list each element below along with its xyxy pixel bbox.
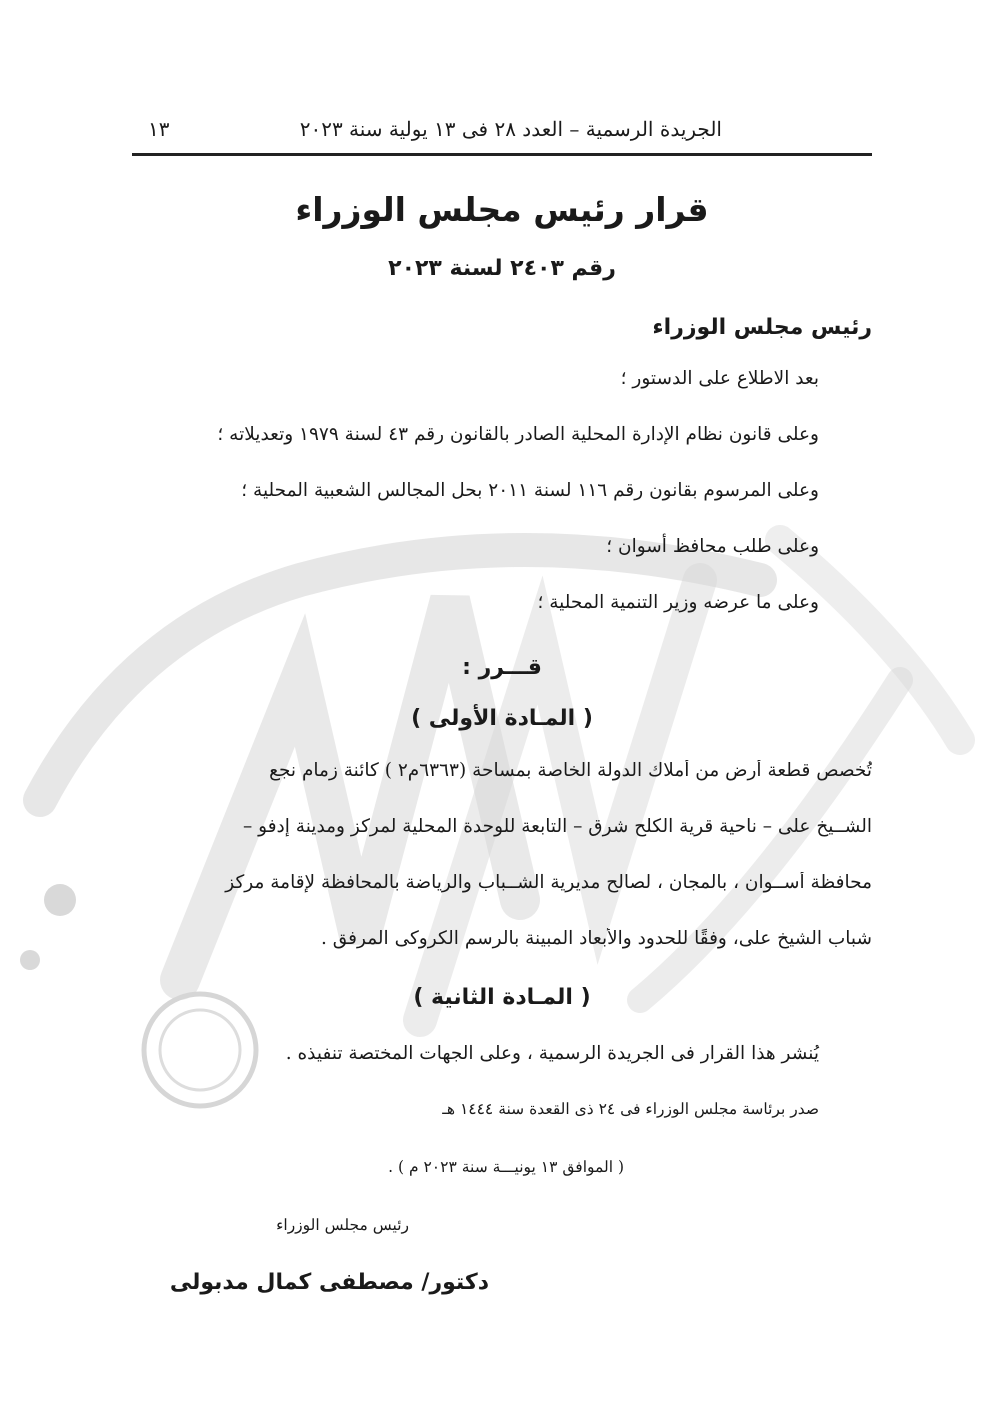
article-1-body bbox=[132, 760, 872, 984]
decree-issuer: رئيس مجلس الوزراء bbox=[652, 315, 872, 340]
article-1-heading: ( المـادة الأولى ) bbox=[411, 706, 593, 731]
signatory-title: رئيس مجلس الوزراء bbox=[276, 1216, 409, 1234]
article-2-heading: ( المـادة الثانية ) bbox=[413, 985, 591, 1010]
article-1-line: شباب الشيخ على، وفقًا للحدود والأبعاد المبينة بالرسم الكروكى المرفق . bbox=[320, 928, 872, 949]
article-1-line: محافظة أســوان ، بالمجان ، لصالح مديرية الشــباب والرياضة بالمحافظة لإقامة مركز bbox=[225, 872, 872, 893]
article-1-line: الشــيخ على – ناحية قرية الكلح شرق – التابعة للوحدة المحلية لمركز ومدينة إدفو – bbox=[243, 816, 872, 837]
page-header bbox=[132, 113, 872, 147]
preamble-line: وعلى ما عرضه وزير التنمية المحلية ؛ bbox=[537, 592, 819, 613]
decree-title: قرار رئيس مجلس الوزراء bbox=[295, 190, 709, 229]
preamble-line: بعد الاطلاع على الدستور ؛ bbox=[620, 368, 819, 389]
decree-number: رقم ٢٤٠٣ لسنة ٢٠٢٣ bbox=[388, 256, 616, 281]
preamble-line: وعلى قانون نظام الإدارة المحلية الصادر بالقانون رقم ٤٣ لسنة ١٩٧٩ وتعديلاته ؛ bbox=[217, 424, 819, 445]
decided-label: قـــرر : bbox=[462, 655, 542, 680]
issued-date: صدر برئاسة مجلس الوزراء فى ٢٤ ذى القعدة سنة ١٤٤٤ هـ bbox=[442, 1100, 819, 1118]
preamble bbox=[119, 368, 819, 648]
article-1-line: تُخصص قطعة أرض من أملاك الدولة الخاصة بمساحة (٦٣٦٣م٢ ) كائنة زمام نجع bbox=[269, 760, 872, 781]
page-number: ١٣ bbox=[148, 117, 170, 141]
article-2-body: يُنشر هذا القرار فى الجريدة الرسمية ، وعلى الجهات المختصة تنفيذه . bbox=[285, 1043, 819, 1064]
header-divider bbox=[132, 153, 872, 156]
preamble-line: وعلى طلب محافظ أسوان ؛ bbox=[606, 536, 819, 557]
gazette-issue-title: الجريدة الرسمية – العدد ٢٨ فى ١٣ يولية سنة ٢٠٢٣ bbox=[299, 117, 722, 141]
preamble-line: وعلى المرسوم بقانون رقم ١١٦ لسنة ٢٠١١ بحل المجالس الشعبية المحلية ؛ bbox=[241, 480, 819, 501]
signatory-name: دكتور/ مصطفى كمال مدبولى bbox=[169, 1270, 489, 1295]
corresponding-date: ( الموافق ١٣ يونيـــة سنة ٢٠٢٣ م ) . bbox=[388, 1158, 624, 1176]
